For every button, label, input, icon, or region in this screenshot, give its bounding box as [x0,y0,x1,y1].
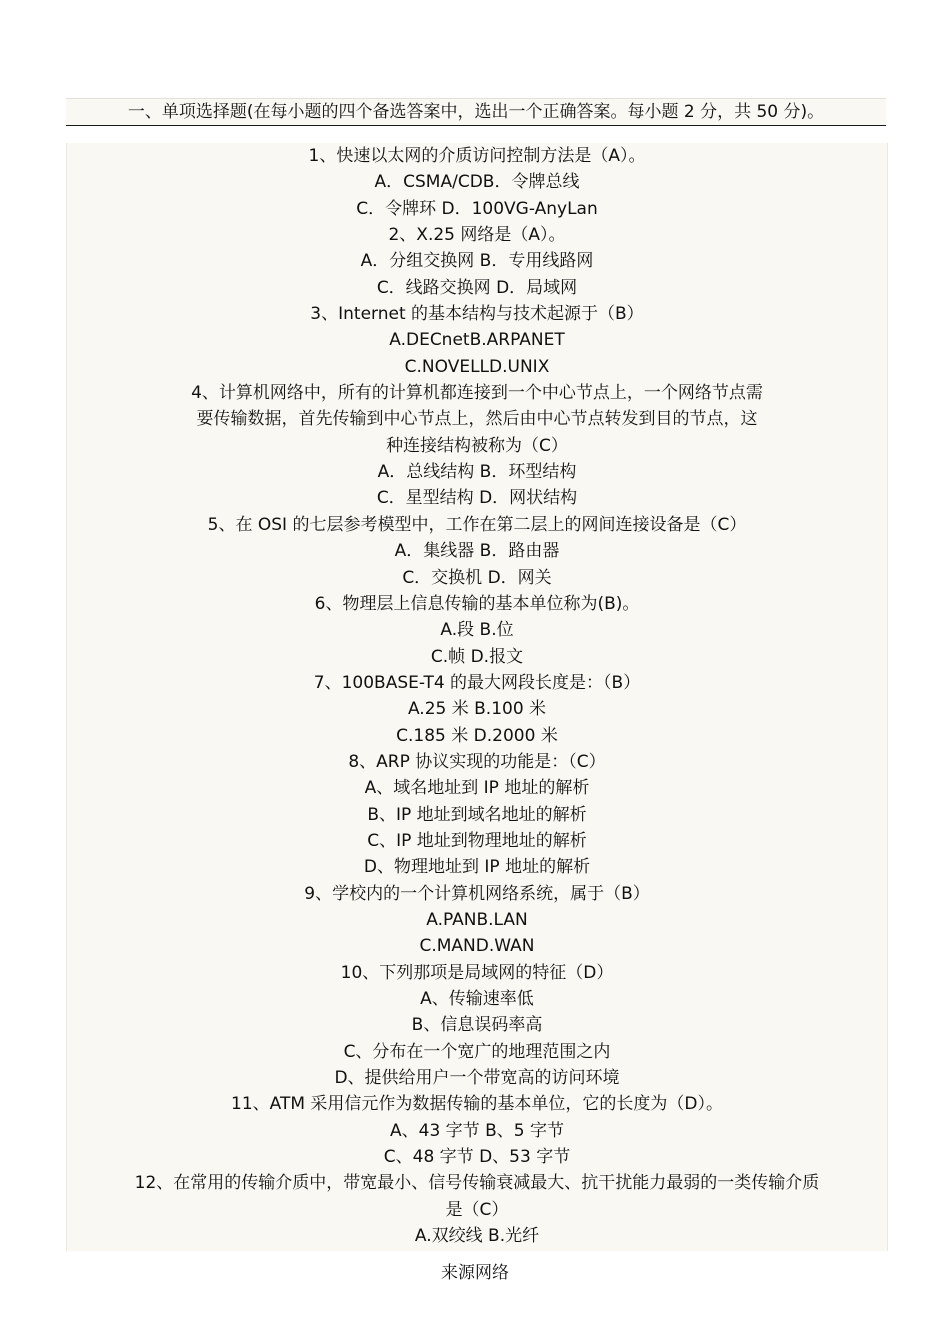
text-line: 1、快速以太网的介质访问控制方法是（A）。 [308,146,646,166]
text-line: C.帧 D.报文 [430,646,524,667]
text-line: 是（C） [445,1199,509,1220]
text-line: D、提供给用户一个带宽高的访问环境 [334,1068,620,1089]
text-line: 5、在 OSI 的七层参考模型中，工作在第二层上的网间连接设备是（C） [207,514,747,535]
text-line: A.PANB.LAN [426,909,528,930]
question-panel [66,143,888,1251]
text-line: B、信息误码率高 [411,1015,543,1036]
text-line: 8、ARP 协议实现的功能是：（C） [348,751,606,772]
text-line: A、域名地址到 IP 地址的解析 [364,778,590,799]
text-line: C.NOVELLD.UNIX [404,356,550,377]
text-line: A．CSMA/CDB．令牌总线 [374,172,580,193]
text-line: C．星型结构 D．网状结构 [376,488,578,509]
text-line: 11、ATM 采用信元作为数据传输的基本单位，它的长度为（D）。 [231,1094,723,1115]
text-line: B、IP 地址到域名地址的解析 [367,804,587,825]
text-line: 种连接结构被称为（C） [386,435,568,456]
text-line: A.段 B.位 [440,620,514,641]
text-line: C、48 字节 D、53 字节 [383,1147,571,1168]
text-line: C.MAND.WAN [419,936,535,957]
text-line: 2、X.25 网络是（A）。 [388,225,566,246]
text-line: 7、100BASE-T4 的最大网段长度是：（B） [313,672,641,693]
text-line: 4、计算机网络中，所有的计算机都连接到一个中心节点上，一个网络节点需 [191,383,763,404]
text-line: A.双绞线 B.光纤 [414,1226,540,1247]
text-line: 9、学校内的一个计算机网络系统，属于（B） [304,883,650,904]
text-line: 10、下列那项是局域网的特征（D） [340,962,614,983]
section-title: 一、单项选择题(在每小题的四个备选答案中，选出一个正确答案。每小题 2 分，共 50 分)。 [66,98,886,126]
text-line: 12、在常用的传输介质中，带宽最小、信号传输衰减最大、抗干扰能力最弱的一类传输介质 [134,1173,820,1194]
text-line: A．分组交换网 B．专用线路网 [360,251,594,272]
text-line: C.185 米 D.2000 米 [396,725,558,746]
text-line: C．令牌环 D．100VG-AnyLan [356,198,598,219]
text-line: A．集线器 B．路由器 [394,541,560,562]
page-footer: 来源网络 [441,1263,509,1283]
text-line: C．线路交换网 D．局域网 [376,277,578,298]
text-line: 6、物理层上信息传输的基本单位称为(B)。 [314,593,640,614]
text-line: A.DECnetB.ARPANET [389,330,565,351]
text-line: A.25 米 B.100 米 [407,699,547,720]
text-line: A．总线结构 B．环型结构 [377,462,577,483]
text-line: A、传输速率低 [420,989,534,1009]
text-line: A、43 字节 B、5 字节 [390,1120,564,1141]
text-line: 3、Internet 的基本结构与技术起源于（B） [310,304,644,325]
text-line: 要传输数据，首先传输到中心节点上，然后由中心节点转发到目的节点，这 [196,409,758,430]
text-line: D、物理地址到 IP 地址的解析 [363,857,591,878]
text-line: C．交换机 D．网关 [402,567,552,588]
text-line: C、IP 地址到物理地址的解析 [367,830,587,851]
text-line: C、分布在一个宽广的地理范围之内 [343,1041,611,1062]
question-lines [67,143,887,1249]
